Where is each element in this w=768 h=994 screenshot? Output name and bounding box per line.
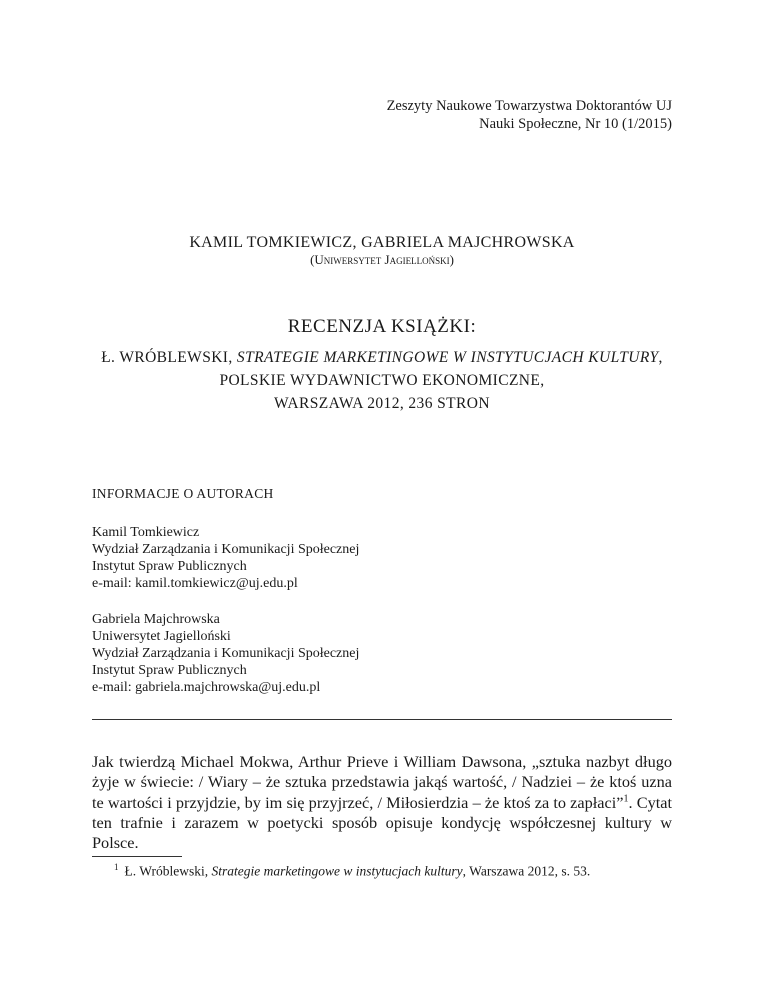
body-paragraph	[92, 752, 672, 853]
footnote-title: Strategie marketingowe w instytucjach kultury	[211, 863, 463, 879]
author-university: Uniwersytet Jagielloński	[92, 629, 231, 644]
footnote-rest: , Warszawa 2012, s. 53.	[462, 863, 591, 879]
footnote-divider	[92, 856, 182, 857]
affiliation: (Uniwersytet Jagielloński)	[310, 252, 454, 267]
footnote-ref: 1	[623, 793, 629, 805]
book-publisher: , POLSKIE WYDAWNICTWO EKONOMICZNE,	[219, 349, 663, 389]
author-institute: Instytut Spraw Publicznych	[92, 663, 247, 678]
review-title: RECENZJA KSIĄŻKI:	[287, 316, 477, 337]
author-email: e-mail: gabriela.majchrowska@uj.edu.pl	[92, 680, 321, 695]
author-faculty: Wydział Zarządzania i Komunikacji Społecznej	[92, 542, 360, 557]
author-info-block	[92, 611, 359, 696]
section-divider	[92, 719, 672, 720]
footnote-number: 1	[114, 862, 119, 872]
body-text-part1: Jak twierdzą Michael Mokwa, Arthur Prieve i William Dawsona, „sztuka nazbyt długo żyje w świecie: / Wiary – że sztuka przedstawia jakąś wartość, / Nadziei – że ktoś uzna te wartości i przyjdzie, by im się przyjrzeć, / Miłosierdzia – że ktoś za to zapłaci”	[92, 752, 672, 812]
body-text-part2: . Cytat ten trafnie i zarazem w poetycki sposób opisuje kondycję współczesnej kultury w Polsce.	[92, 792, 672, 853]
author-name: Gabriela Majchrowska	[92, 612, 220, 627]
journal-name: Zeszyty Naukowe Towarzystwa Doktorantów UJ	[386, 98, 672, 114]
book-title: STRATEGIE MARKETINGOWE W INSTYTUCJACH KULTURY	[236, 349, 659, 366]
authors-line: KAMIL TOMKIEWICZ, GABRIELA MAJCHROWSKA	[189, 234, 575, 251]
paper-page	[92, 0, 672, 994]
book-author: Ł. WRÓBLEWSKI,	[101, 349, 237, 366]
book-info	[92, 346, 672, 415]
book-place-pages: WARSZAWA 2012, 236 STRON	[274, 395, 490, 412]
authors-info-heading: INFORMACJE O AUTORACH	[92, 486, 274, 501]
journal-issue: Nauki Społeczne, Nr 10 (1/2015)	[479, 116, 672, 132]
author-institute: Instytut Spraw Publicznych	[92, 559, 247, 574]
footnote	[114, 862, 590, 880]
author-info-block	[92, 524, 359, 592]
footnote-author: Ł. Wróblewski,	[124, 863, 212, 879]
author-faculty: Wydział Zarządzania i Komunikacji Społecznej	[92, 646, 360, 661]
author-email: e-mail: kamil.tomkiewicz@uj.edu.pl	[92, 576, 298, 591]
author-name: Kamil Tomkiewicz	[92, 525, 200, 540]
journal-header	[387, 97, 672, 133]
